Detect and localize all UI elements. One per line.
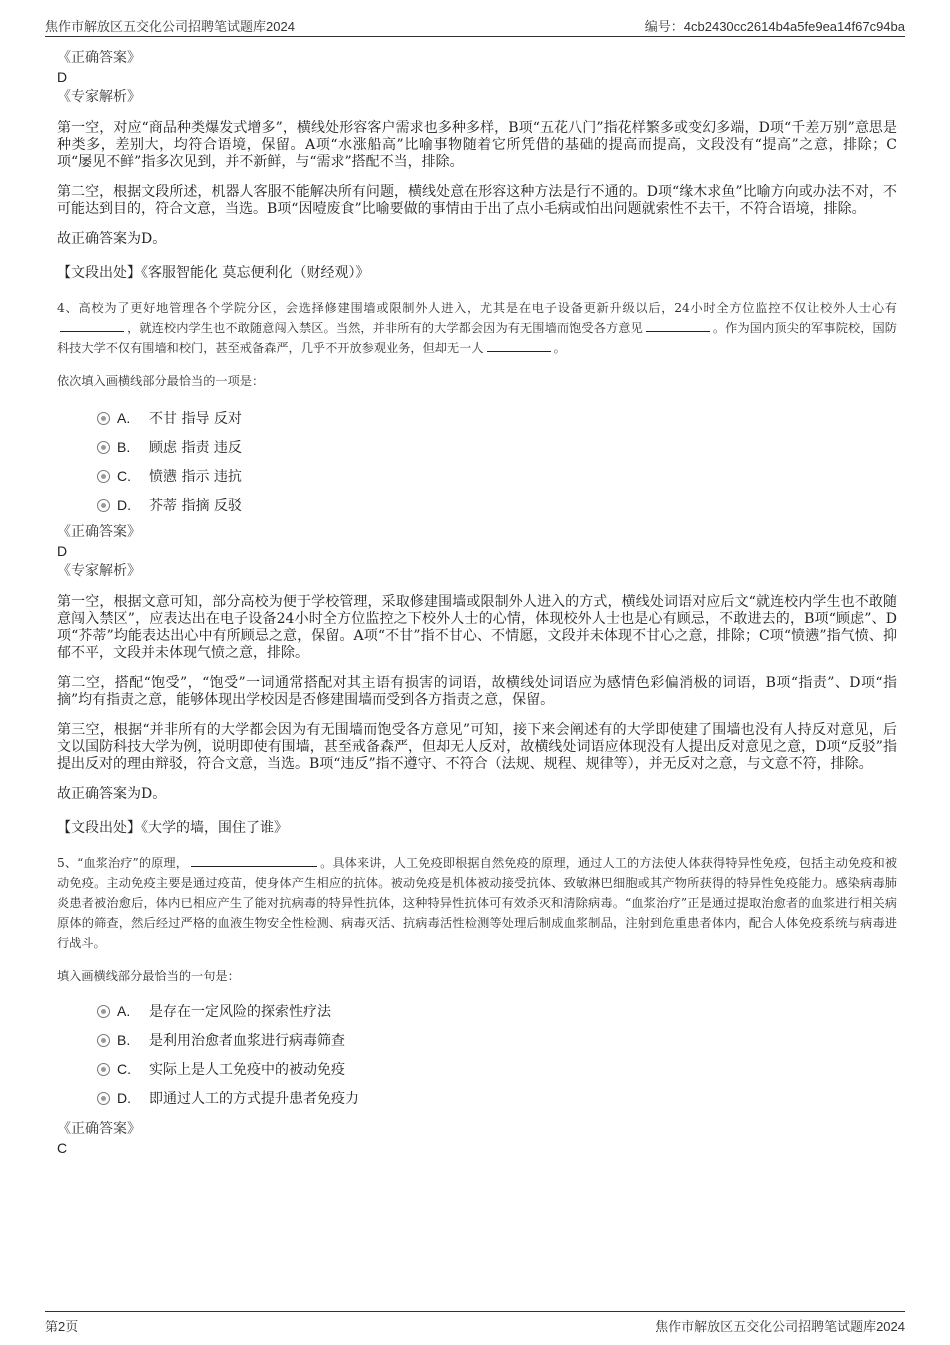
q4-analysis-p2: 第二空，搭配“饱受”，“饱受”一词通常搭配对其主语有损害的词语，故横线处词语应为感情色彩偏消极的词语，B项“指责”、D项“指摘”均有指责之意，能够体现出学校因是否修建围墙而受到各方指责之意，保留。 bbox=[57, 675, 897, 708]
q5-option-b[interactable]: B. 是利用治愈者血浆进行病毒筛查 bbox=[97, 1026, 897, 1055]
q5-options bbox=[97, 997, 897, 1113]
q4-option-b[interactable]: B. 顾虑 指责 违反 bbox=[97, 433, 897, 462]
footer-title: 焦作市解放区五交化公司招聘笔试题库2024 bbox=[655, 1319, 905, 1334]
q4-answer: D bbox=[57, 543, 68, 559]
correct-answer-label: 《正确答案》 bbox=[57, 50, 141, 66]
q5-question: 5、“血浆治疗”的原理， 。具体来讲，人工免疫即根据自然免疫的原理，通过人工的方法使人体获得特异性免疫，包括主动免疫和被动免疫。主动免疫主要是通过疫苗，使身体产生相应的抗体。被动免疫是机体被动接受抗体、致敏淋巴细胞或其产物所获得的特异性免疫能力。感染病毒肺炎患者被治愈后，体内已相应产生了能对抗病毒的特异性抗体，这种特异性抗体可有效杀灭和清除病毒。“血浆治疗”正是通过提取治愈者的血浆进行相关病原体的筛查，然后经过严格的血液生物安全性检测、病毒灭活、抗病毒活性检测等处理后制成血浆制品，注射到危重患者体内，配合人体免疫系统与病毒进行战斗。 bbox=[57, 856, 898, 950]
q5-option-c[interactable]: C. 实际上是人工免疫中的被动免疫 bbox=[97, 1055, 897, 1084]
q4-blank-2 bbox=[646, 319, 710, 332]
q5-answer: C bbox=[57, 1140, 68, 1156]
q4-option-c[interactable]: C. 愤懑 指示 违抗 bbox=[97, 462, 897, 491]
radio-icon[interactable] bbox=[97, 1034, 110, 1047]
q5-option-d[interactable]: D. 即通过人工的方式提升患者免疫力 bbox=[97, 1084, 897, 1113]
q4-question: 4、高校为了更好地管理各个学院分区，会选择修建围墙或限制外人进入，尤其是在电子设备更新升级以后，24小时全方位监控不仅让校外人士心有，就连校内学生也不敢随意闯入禁区。当然，并非所有的大学都会因为有无围墙而饱受各方意见 。作为国内顶尖的军事院校，国防科技大学不仅有围墙和校门，甚至戒备森严，几乎不开放参观业务，但却无一人 。 bbox=[57, 301, 897, 355]
radio-icon[interactable] bbox=[97, 499, 110, 512]
q4-blank-1 bbox=[60, 319, 124, 332]
header-serial: 编号：4cb2430cc2614b4a5fe9ea14f67c94ba bbox=[644, 19, 905, 34]
q3-analysis-p1: 第一空，对应“商品种类爆发式增多”，横线处形容客户需求也多种多样，B项“五花八门”指花样繁多或变幻多端，D项“千差万别”意思是种类多，差别大，均符合语境，保留。A项“水涨船高”比喻事物随着它所凭借的基础的提高而提高，文段没有“提高”之意，排除；C项“屡见不鲜”指多次见到，并不新鲜，与“需求”搭配不当，排除。 bbox=[57, 120, 897, 170]
footer-page-number: 第2页 bbox=[45, 1319, 79, 1334]
q4-prompt: 依次填入画横线部分最恰当的一项是： bbox=[57, 374, 265, 388]
correct-answer-label: 《正确答案》 bbox=[57, 1121, 141, 1137]
q4-source: 【文段出处】《大学的墙，围住了谁》 bbox=[57, 820, 288, 836]
q3-conclusion: 故正确答案为D。 bbox=[57, 231, 167, 247]
q3-analysis-p2: 第二空，根据文段所述，机器人客服不能解决所有问题，横线处意在形容这种方法是行不通的。D项“缘木求鱼”比喻方向或办法不对，不可能达到目的，符合文意，当选。B项“因噎废食”比喻要做的事情由于出了点小毛病或怕出问题就索性不去干，不符合语境，排除。 bbox=[57, 184, 897, 217]
page-content bbox=[57, 48, 897, 1158]
q4-conclusion: 故正确答案为D。 bbox=[57, 786, 167, 802]
q3-source: 【文段出处】《客服智能化 莫忘便利化（财经观）》 bbox=[57, 265, 370, 281]
q4-options bbox=[97, 404, 897, 520]
radio-icon[interactable] bbox=[97, 1063, 110, 1076]
radio-icon[interactable] bbox=[97, 1092, 110, 1105]
q5-prompt: 填入画横线部分最恰当的一句是： bbox=[57, 969, 240, 983]
radio-icon[interactable] bbox=[97, 441, 110, 454]
radio-icon[interactable] bbox=[97, 470, 110, 483]
correct-answer-label: 《正确答案》 bbox=[57, 524, 141, 540]
q3-answer: D bbox=[57, 69, 68, 85]
header-title: 焦作市解放区五交化公司招聘笔试题库2024 bbox=[45, 19, 295, 34]
q5-blank bbox=[191, 854, 317, 867]
q5-option-a[interactable]: A. 是存在一定风险的探索性疗法 bbox=[97, 997, 897, 1026]
q4-option-d[interactable]: D. 芥蒂 指摘 反驳 bbox=[97, 491, 897, 520]
page-header bbox=[45, 14, 905, 37]
q4-analysis-p3: 第三空，根据“并非所有的大学都会因为有无围墙而饱受各方意见”可知，接下来会阐述有的大学即使建了围墙也没有人持反对意见，后文以国防科技大学为例，说明即使有围墙，甚至戒备森严，但却无人反对，故横线处词语应体现没有人提出反对意见之意，D项“反驳”指提出反对的理由辩驳，符合文意，当选。B项“违反”指不遵守、不符合（法规、规程、规律等），并无反对之意，与文意不符，排除。 bbox=[57, 722, 897, 772]
analysis-label: 《专家解析》 bbox=[57, 563, 141, 579]
analysis-label: 《专家解析》 bbox=[57, 89, 141, 105]
q4-analysis-p1: 第一空，根据文意可知，部分高校为便于学校管理，采取修建围墙或限制外人进入的方式，横线处词语对应后文“就连校内学生也不敢随意闯入禁区”，应表达出在电子设备24小时全方位监控之下校外人士的心情，体现校外人士也是心有顾忌，不敢进去的，B项“顾虑”、D项“芥蒂”均能表达出心中有所顾忌之意，保留。A项“不甘”指不甘心、不情愿，文段并未体现不甘心之意，排除；C项“愤懑”指气愤、抑郁不平，文段并未体现气愤之意，排除。 bbox=[57, 594, 897, 661]
q4-blank-3 bbox=[487, 339, 551, 352]
radio-icon[interactable] bbox=[97, 412, 110, 425]
q4-option-a[interactable]: A. 不甘 指导 反对 bbox=[97, 404, 897, 433]
page-footer bbox=[45, 1311, 905, 1334]
radio-icon[interactable] bbox=[97, 1005, 110, 1018]
